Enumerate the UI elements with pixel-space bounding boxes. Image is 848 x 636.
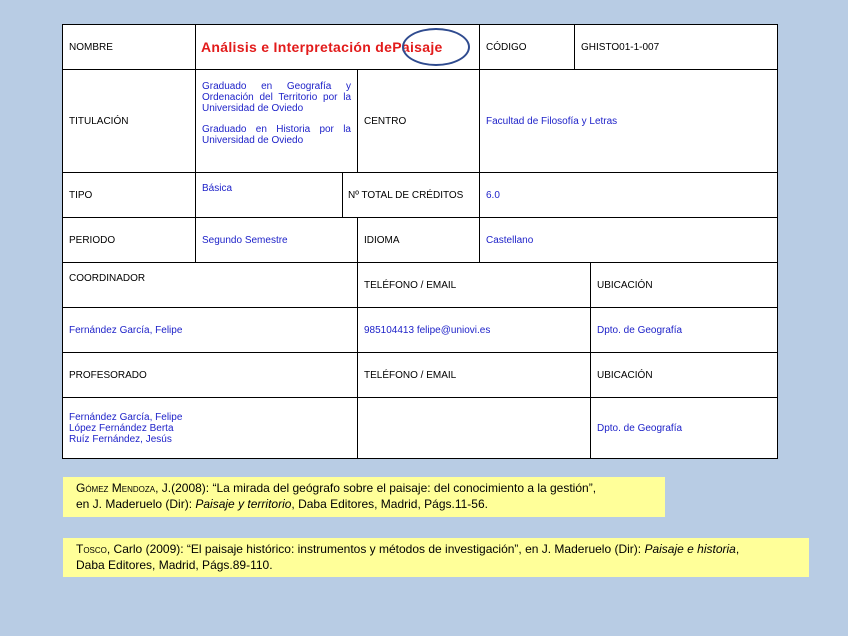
ref1-author: Gómez Mendoza: [76, 481, 156, 495]
profesorado-contact: [357, 397, 591, 459]
nombre-label: NOMBRE: [62, 24, 196, 70]
ref2-text-b: ,: [735, 542, 740, 556]
periodo-value: Segundo Semestre: [195, 217, 358, 263]
titulacion-geografia: Graduado en Geografía y Ordenación del Territorio por la Universidad de Oviedo: [202, 81, 351, 114]
coordinador-name: Fernández García, Felipe: [62, 307, 358, 353]
titulacion-value: [195, 69, 358, 173]
ref1-text-a: , J.(2008): “La mirada del geógrafo sobre el paisaje: del conocimiento a la gestión”,: [155, 481, 597, 495]
course-title-highlight: Paisaje: [392, 38, 443, 55]
coordinador-ubicacion: Dpto. de Geografía: [590, 307, 778, 353]
profesor-2: López Fernández Berta: [69, 422, 174, 434]
profesorado-label: PROFESORADO: [62, 352, 358, 398]
ref2-author: Tosco: [76, 542, 107, 556]
creditos-label: Nº TOTAL DE CRÉDITOS: [342, 172, 480, 218]
ref2-text-c: Daba Editores, Madrid, Págs.89-110.: [76, 558, 273, 572]
profesorado-ubicacion: Dpto. de Geografía: [590, 397, 778, 459]
profesorado-telefono-label: TELÉFONO / EMAIL: [357, 352, 591, 398]
codigo-label: CÓDIGO: [479, 24, 575, 70]
creditos-value: 6.0: [479, 172, 778, 218]
coordinador-label: COORDINADOR: [62, 262, 358, 308]
course-title-prefix: Análisis e Interpretación de: [201, 38, 393, 55]
coordinador-ubicacion-label: UBICACIÓN: [590, 262, 778, 308]
reference-tosco: [63, 538, 809, 577]
centro-label: CENTRO: [357, 69, 480, 173]
tipo-value: Básica: [195, 172, 343, 218]
ref2-book: Paisaje e historia: [644, 542, 736, 556]
idioma-value: Castellano: [479, 217, 778, 263]
ref1-text-c: , Daba Editores, Madrid, Págs.11-56.: [291, 497, 488, 511]
tipo-label: TIPO: [62, 172, 196, 218]
idioma-label: IDIOMA: [357, 217, 480, 263]
profesor-1: Fernández García, Felipe: [69, 411, 183, 423]
profesor-3: Ruíz Fernández, Jesús: [69, 433, 172, 445]
course-info-sheet: [62, 24, 778, 459]
codigo-value: GHISTO01-1-007: [574, 24, 778, 70]
titulacion-historia: Graduado en Historia por la Universidad de Oviedo: [202, 124, 351, 146]
course-title: [195, 24, 480, 70]
centro-value: Facultad de Filosofía y Letras: [479, 69, 778, 173]
titulacion-label: TITULACIÓN: [62, 69, 196, 173]
profesorado-ubicacion-label: UBICACIÓN: [590, 352, 778, 398]
reference-gomez-mendoza: [63, 477, 665, 517]
ref1-text-b: en J. Maderuelo (Dir):: [76, 497, 196, 511]
ref1-book: Paisaje y territorio: [195, 497, 292, 511]
coordinador-contact: 985104413 felipe@uniovi.es: [357, 307, 591, 353]
profesorado-list: [62, 397, 358, 459]
periodo-label: PERIODO: [62, 217, 196, 263]
ref2-text-a: , Carlo (2009): “El paisaje histórico: instrumentos y métodos de investigación”, en J. Maderuelo (Dir):: [106, 542, 645, 556]
coordinador-telefono-label: TELÉFONO / EMAIL: [357, 262, 591, 308]
